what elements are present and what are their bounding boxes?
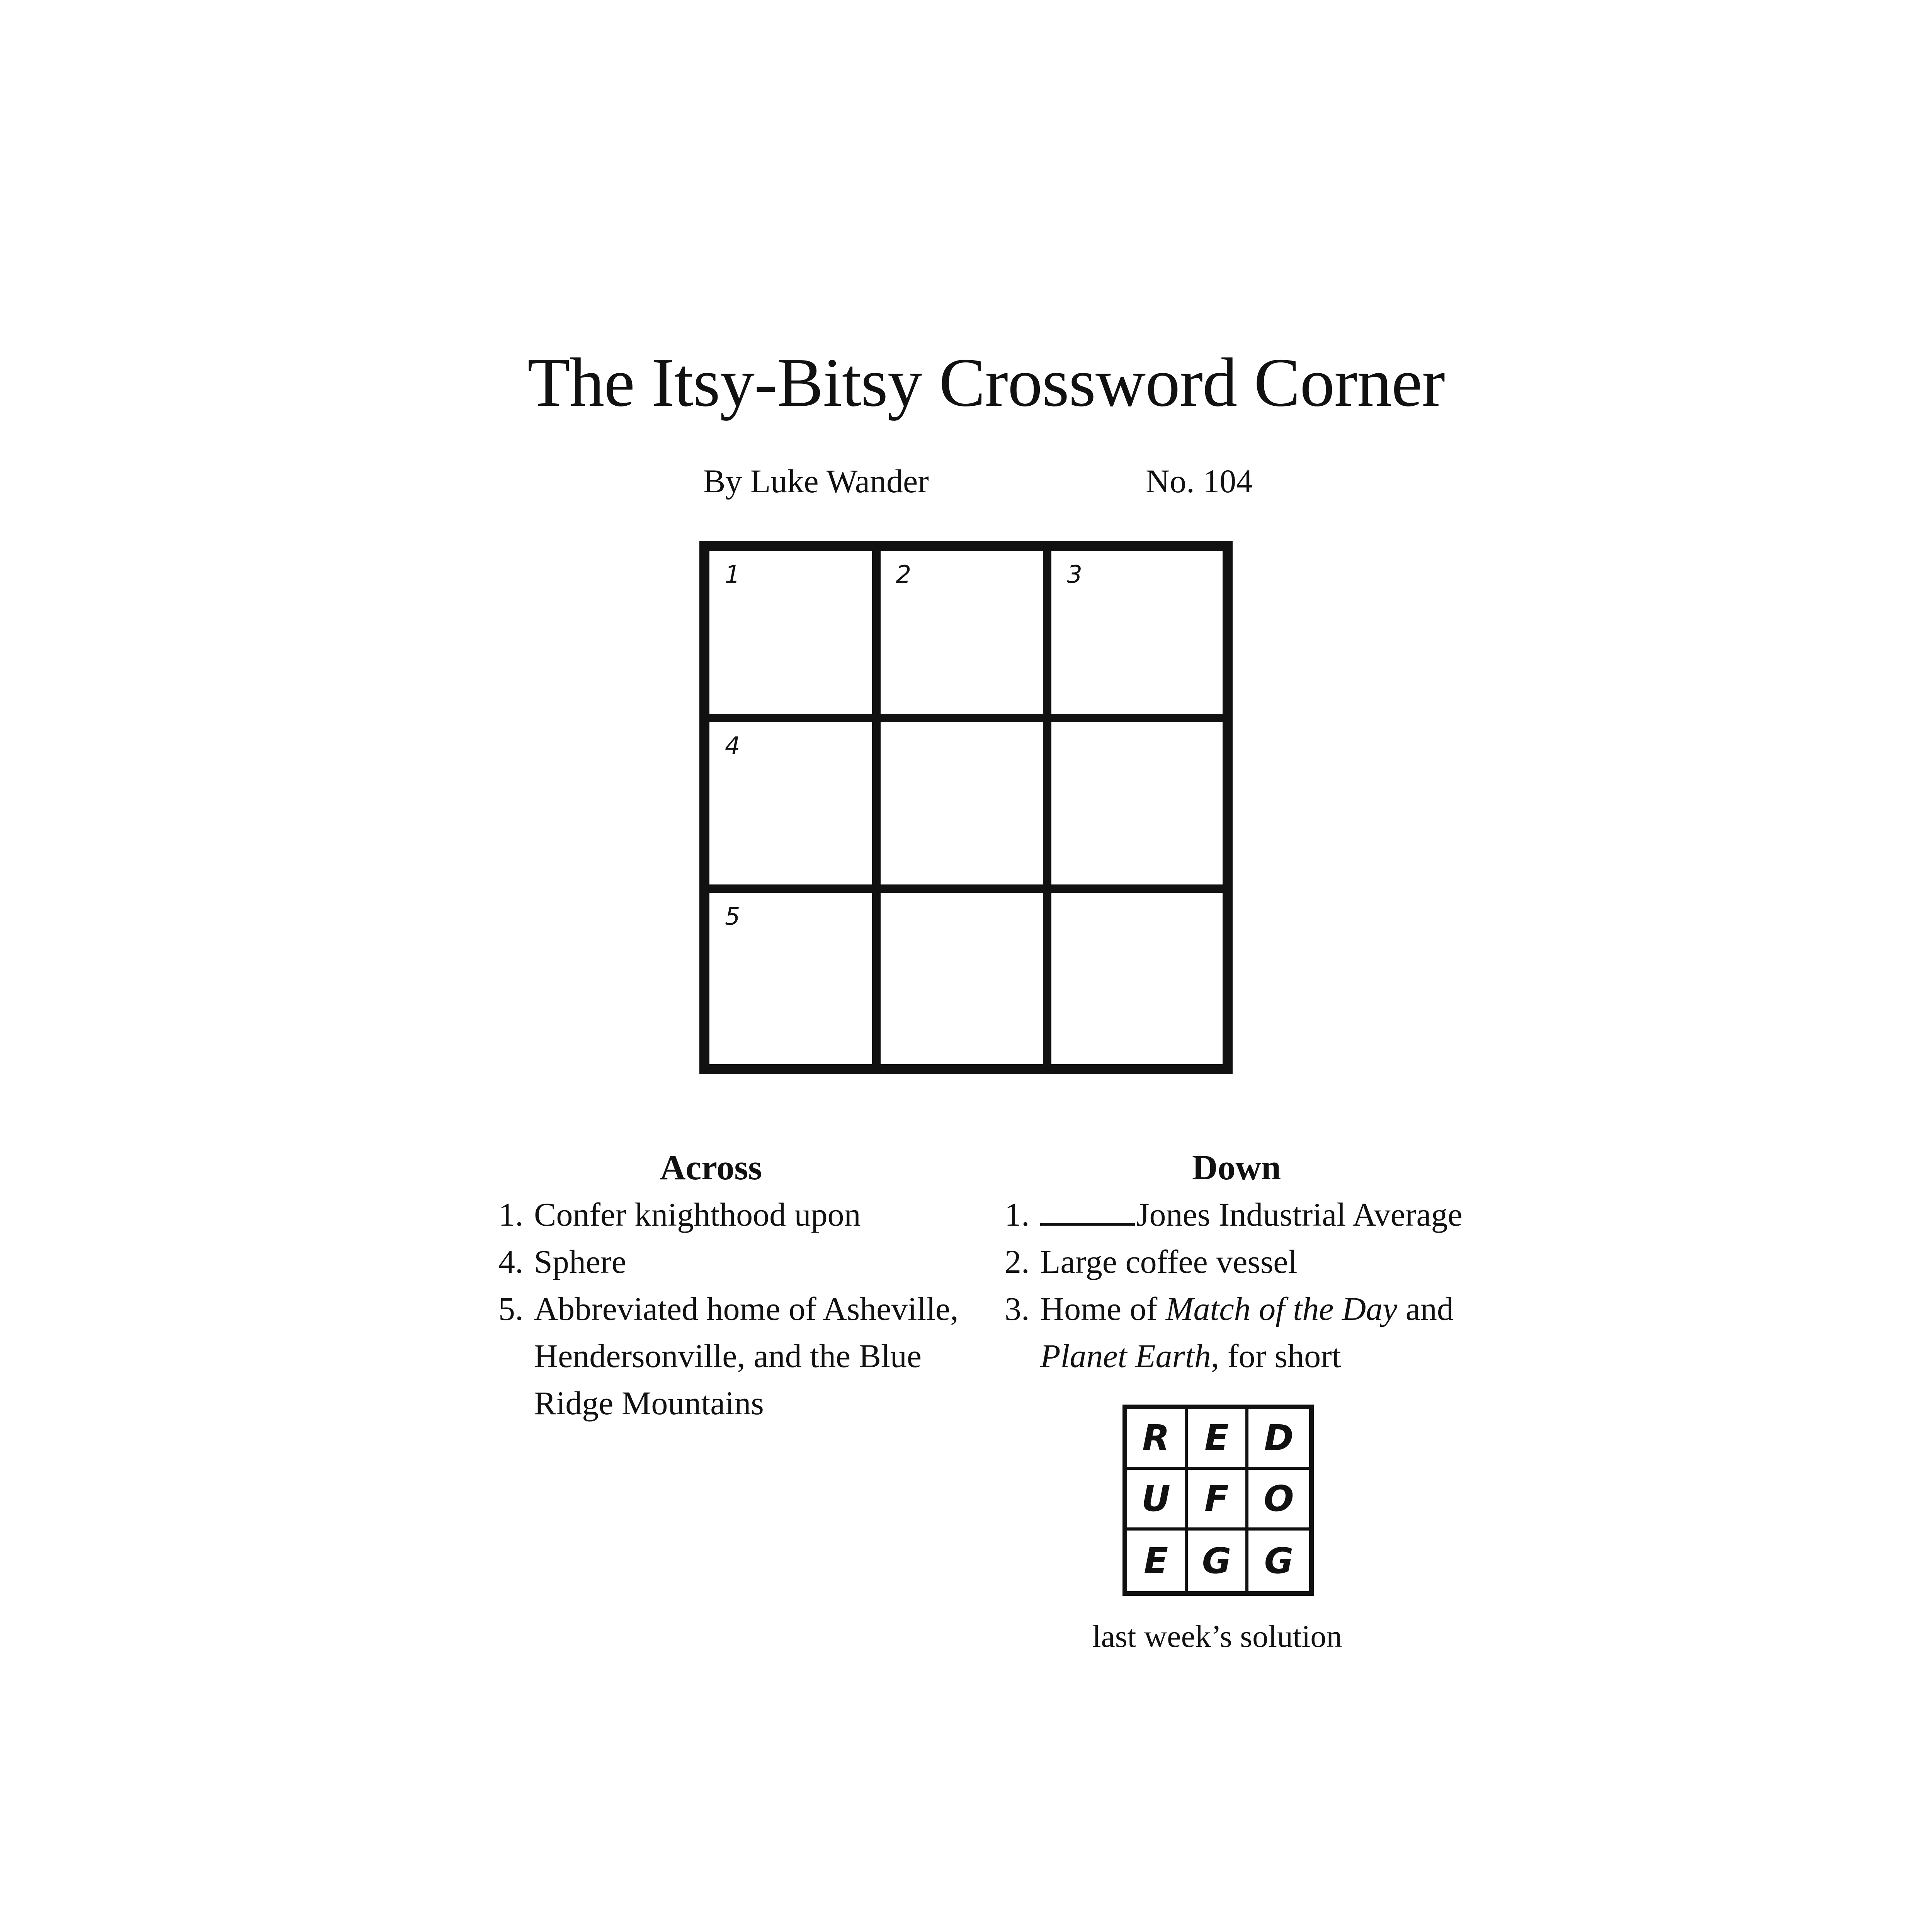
- grid-cell[interactable]: [881, 551, 1052, 722]
- clue-num: 1.: [498, 1196, 524, 1233]
- grid-cell[interactable]: [881, 893, 1052, 1064]
- across-clue-1: [498, 1191, 981, 1238]
- clue-text: Abbreviated home of Asheville, Hendersonville, and the Blue Ridge Mountains: [534, 1290, 959, 1422]
- clue-num: 1.: [1005, 1196, 1030, 1233]
- solution-letter: E: [1188, 1409, 1248, 1470]
- clue-number: 1: [725, 560, 740, 588]
- clue-text: Confer knighthood upon: [534, 1196, 861, 1233]
- crossword-grid: [699, 541, 1233, 1074]
- clue-number: 3: [1067, 560, 1082, 588]
- clue-text: Jones Industrial Average: [1136, 1196, 1463, 1233]
- clue-number: 4: [725, 731, 740, 760]
- across-heading: Across: [660, 1148, 762, 1187]
- down-clue-1: [1005, 1191, 1546, 1238]
- clue-text-post: , for short: [1211, 1337, 1341, 1374]
- down-clue-2: [1005, 1238, 1546, 1285]
- clue-title-italic: Planet Earth: [1040, 1337, 1211, 1374]
- down-heading: Down: [1192, 1148, 1281, 1187]
- across-clue-4: [498, 1238, 981, 1285]
- grid-cell[interactable]: [1051, 551, 1223, 722]
- grid-cell[interactable]: [1051, 722, 1223, 893]
- page-title: The Itsy-Bitsy Crossword Corner: [527, 344, 1445, 421]
- clue-text-mid: and: [1397, 1290, 1454, 1327]
- grid-cell[interactable]: [1051, 893, 1223, 1064]
- grid-cell[interactable]: [881, 722, 1052, 893]
- byline: By Luke Wander: [703, 463, 929, 500]
- clue-text: Sphere: [534, 1243, 626, 1280]
- solution-letter: O: [1248, 1470, 1309, 1531]
- solution-caption: last week’s solution: [1092, 1619, 1342, 1654]
- answer-blank: [1040, 1196, 1135, 1226]
- solution-letter: U: [1127, 1470, 1188, 1531]
- clue-title-italic: Match of the Day: [1165, 1290, 1398, 1327]
- grid-cell[interactable]: [709, 551, 881, 722]
- clue-number: 2: [896, 560, 912, 588]
- issue-number: No. 104: [1146, 463, 1253, 500]
- solution-letter: E: [1127, 1531, 1188, 1591]
- clue-num: 2.: [1005, 1243, 1030, 1280]
- solution-letter: D: [1248, 1409, 1309, 1470]
- across-clue-5: [498, 1285, 959, 1427]
- clue-num: 5.: [498, 1290, 524, 1327]
- clue-text: Large coffee vessel: [1040, 1243, 1298, 1280]
- clue-num: 4.: [498, 1243, 524, 1280]
- solution-letter: F: [1188, 1470, 1248, 1531]
- clue-num: 3.: [1005, 1290, 1030, 1327]
- clue-text-pre: Home of: [1040, 1290, 1166, 1327]
- down-clues: [1005, 1144, 1546, 1379]
- clue-number: 5: [725, 902, 740, 931]
- across-clues: [498, 1144, 981, 1427]
- grid-cell[interactable]: [709, 722, 881, 893]
- solution-letter: G: [1188, 1531, 1248, 1591]
- solution-letter: G: [1264, 1540, 1294, 1582]
- grid-cell[interactable]: [709, 893, 881, 1064]
- last-week-solution-grid: [1122, 1405, 1314, 1596]
- solution-letter: R: [1127, 1409, 1188, 1470]
- down-clue-3: [1005, 1285, 1504, 1379]
